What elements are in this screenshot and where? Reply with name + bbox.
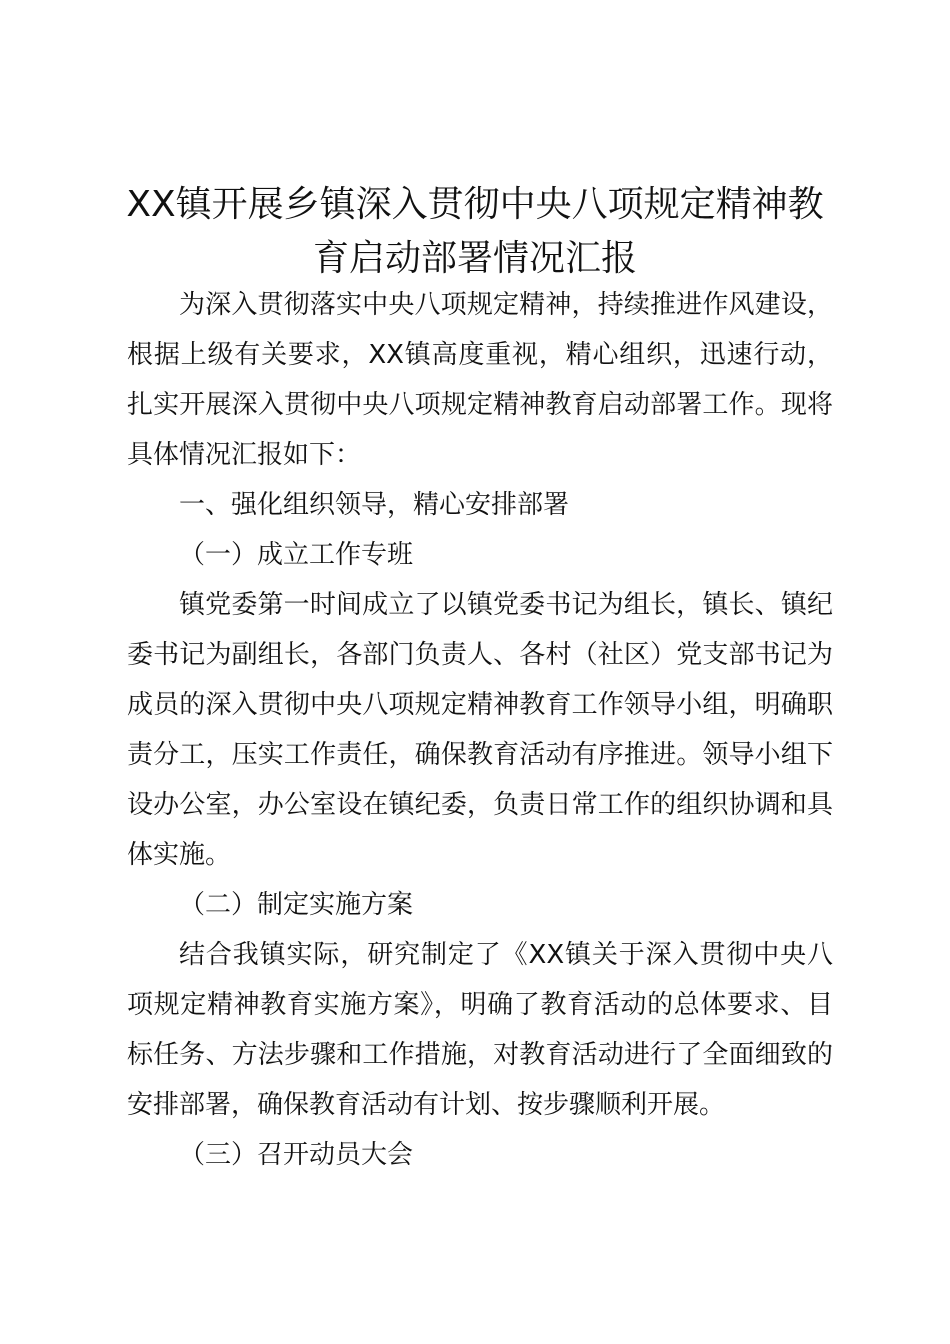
subsection-heading-3: （三）召开动员大会 [179,1140,414,1170]
intro-paragraph: 为深入贯彻落实中央八项规定精神，持续推进作风建设，根据上级有关要求，XX镇高度重视，精心组织，迅速行动，扎实开展深入贯彻中央八项规定精神教育启动部署工作。现将具体情况汇报如下： [127,290,833,470]
subsection-paragraph-2: 结合我镇实际，研究制定了《XX镇关于深入贯彻中央八项规定精神教育实施方案》，明确了教育活动的总体要求、目标任务、方法步骤和工作措施，对教育活动进行了全面细致的安排部署，确保教育活动有计划、按步骤顺利开展。 [127,940,833,1120]
subsection-heading-1: （一）成立工作专班 [179,540,414,570]
document-title: XX镇开展乡镇深入贯彻中央八项规定精神教育启动部署情况汇报 [126,184,824,279]
subsection-paragraph-1: 镇党委第一时间成立了以镇党委书记为组长，镇长、镇纪委书记为副组长，各部门负责人、各村（社区）党支部书记为成员的深入贯彻中央八项规定精神教育工作领导小组，明确职责分工，压实工作责任，确保教育活动有序推进。领导小组下设办公室，办公室设在镇纪委，负责日常工作的组织协调和具体实施。 [127,590,833,870]
section-heading-1: 一、强化组织领导，精心安排部署 [179,490,570,520]
document-body [127,280,833,1180]
subsection-heading-2: （二）制定实施方案 [179,890,414,920]
